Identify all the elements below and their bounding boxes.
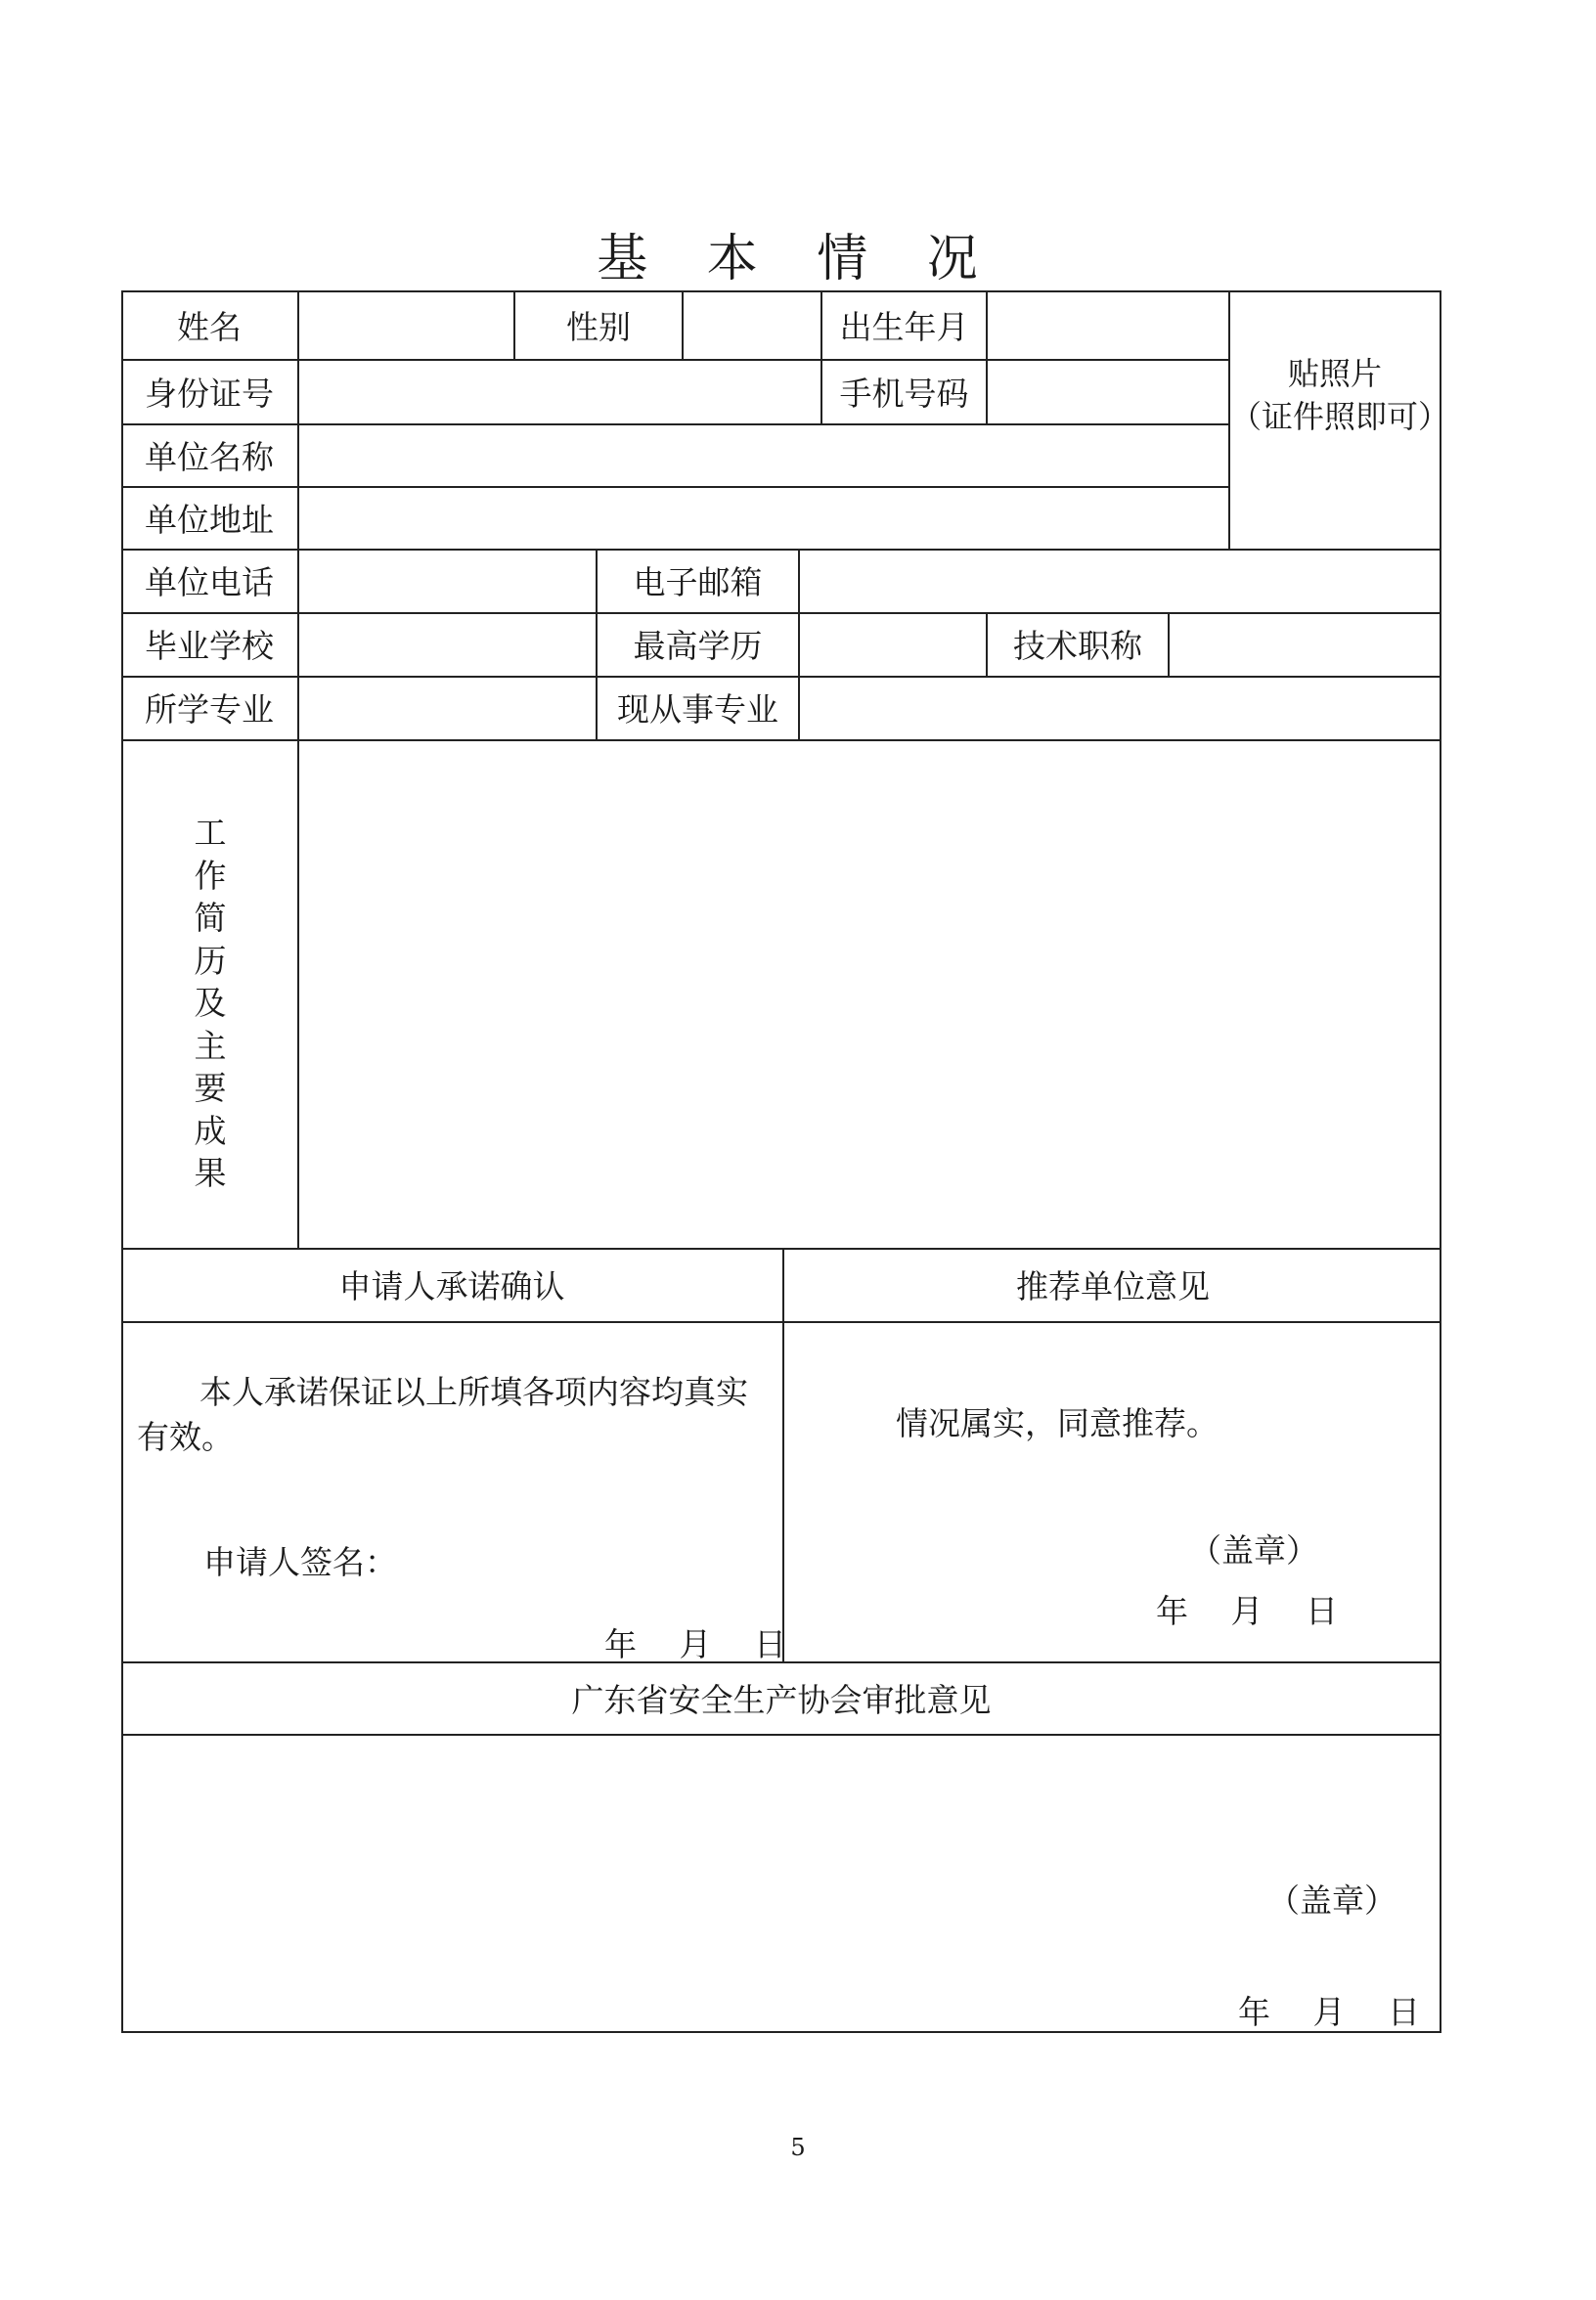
approval-seal: （盖章） [1267,1881,1396,1920]
current-major-input[interactable] [800,678,1440,739]
recommendation-header: 推荐单位意见 [1016,1267,1210,1305]
work-history-char: 主 [194,1026,227,1065]
email-input[interactable] [800,551,1440,612]
label-id-number: 身份证号 [145,374,274,413]
unit-address-input[interactable] [299,488,1228,549]
signature-label: 申请人签名： [203,1543,397,1581]
label-school: 毕业学校 [145,627,274,665]
commitment-text-line1: 本人承诺保证以上所填各项内容均真实 [200,1373,748,1411]
row-line [121,1321,1441,1323]
work-history-char: 要 [194,1069,227,1107]
recommendation-seal: （盖章） [1189,1531,1318,1570]
label-major: 所学专业 [145,690,274,729]
page-title: 基 本 情 况 [597,230,999,288]
mobile-input[interactable] [988,361,1228,423]
school-input[interactable] [299,614,596,676]
commitment-header: 申请人承诺确认 [338,1267,565,1305]
gender-input[interactable] [684,292,820,359]
tech-title-input[interactable] [1170,614,1440,676]
label-tech-title: 技术职称 [1013,627,1142,665]
label-mobile: 手机号码 [839,374,969,413]
page-number: 5 [790,2134,806,2161]
work-history-char: 及 [194,984,227,1022]
photo-box [1230,352,1450,438]
approval-date: 年 月 日 [1238,1993,1420,2031]
work-history-char: 工 [194,814,227,852]
photo-note: （证件照即可） [1230,398,1450,435]
major-input[interactable] [299,678,596,739]
label-current-major: 现从事专业 [617,690,778,729]
work-history-input[interactable] [299,741,1440,1248]
id-number-input[interactable] [299,361,820,423]
label-gender: 性别 [566,307,631,346]
education-input[interactable] [800,614,986,676]
label-birth: 出生年月 [839,307,969,346]
approval-header: 广东省安全生产协会审批意见 [571,1680,992,1719]
work-history-char: 作 [194,856,227,895]
unit-name-input[interactable] [299,425,1228,486]
label-email: 电子邮箱 [633,563,763,601]
label-education: 最高学历 [633,627,763,665]
signature-field[interactable] [386,1531,758,1578]
commitment-text-line2: 有效。 [137,1418,234,1456]
photo-label: 贴照片 [1287,355,1382,392]
birth-input[interactable] [988,292,1228,359]
work-history-char: 历 [194,941,227,980]
work-history-char: 成 [194,1111,227,1150]
unit-phone-input[interactable] [299,551,596,612]
commitment-date: 年 月 日 [604,1625,786,1663]
label-unit-address: 单位地址 [145,500,274,539]
recommendation-date: 年 月 日 [1156,1592,1338,1630]
label-name: 姓名 [177,307,242,346]
work-history-label [122,812,298,1195]
work-history-char: 果 [194,1154,227,1192]
label-unit-name: 单位名称 [145,437,274,476]
approval-input[interactable] [123,1736,1440,2029]
name-input[interactable] [299,292,513,359]
label-unit-phone: 单位电话 [145,563,274,601]
recommendation-text: 情况属实，同意推荐。 [896,1404,1219,1442]
work-history-char: 简 [194,899,227,937]
